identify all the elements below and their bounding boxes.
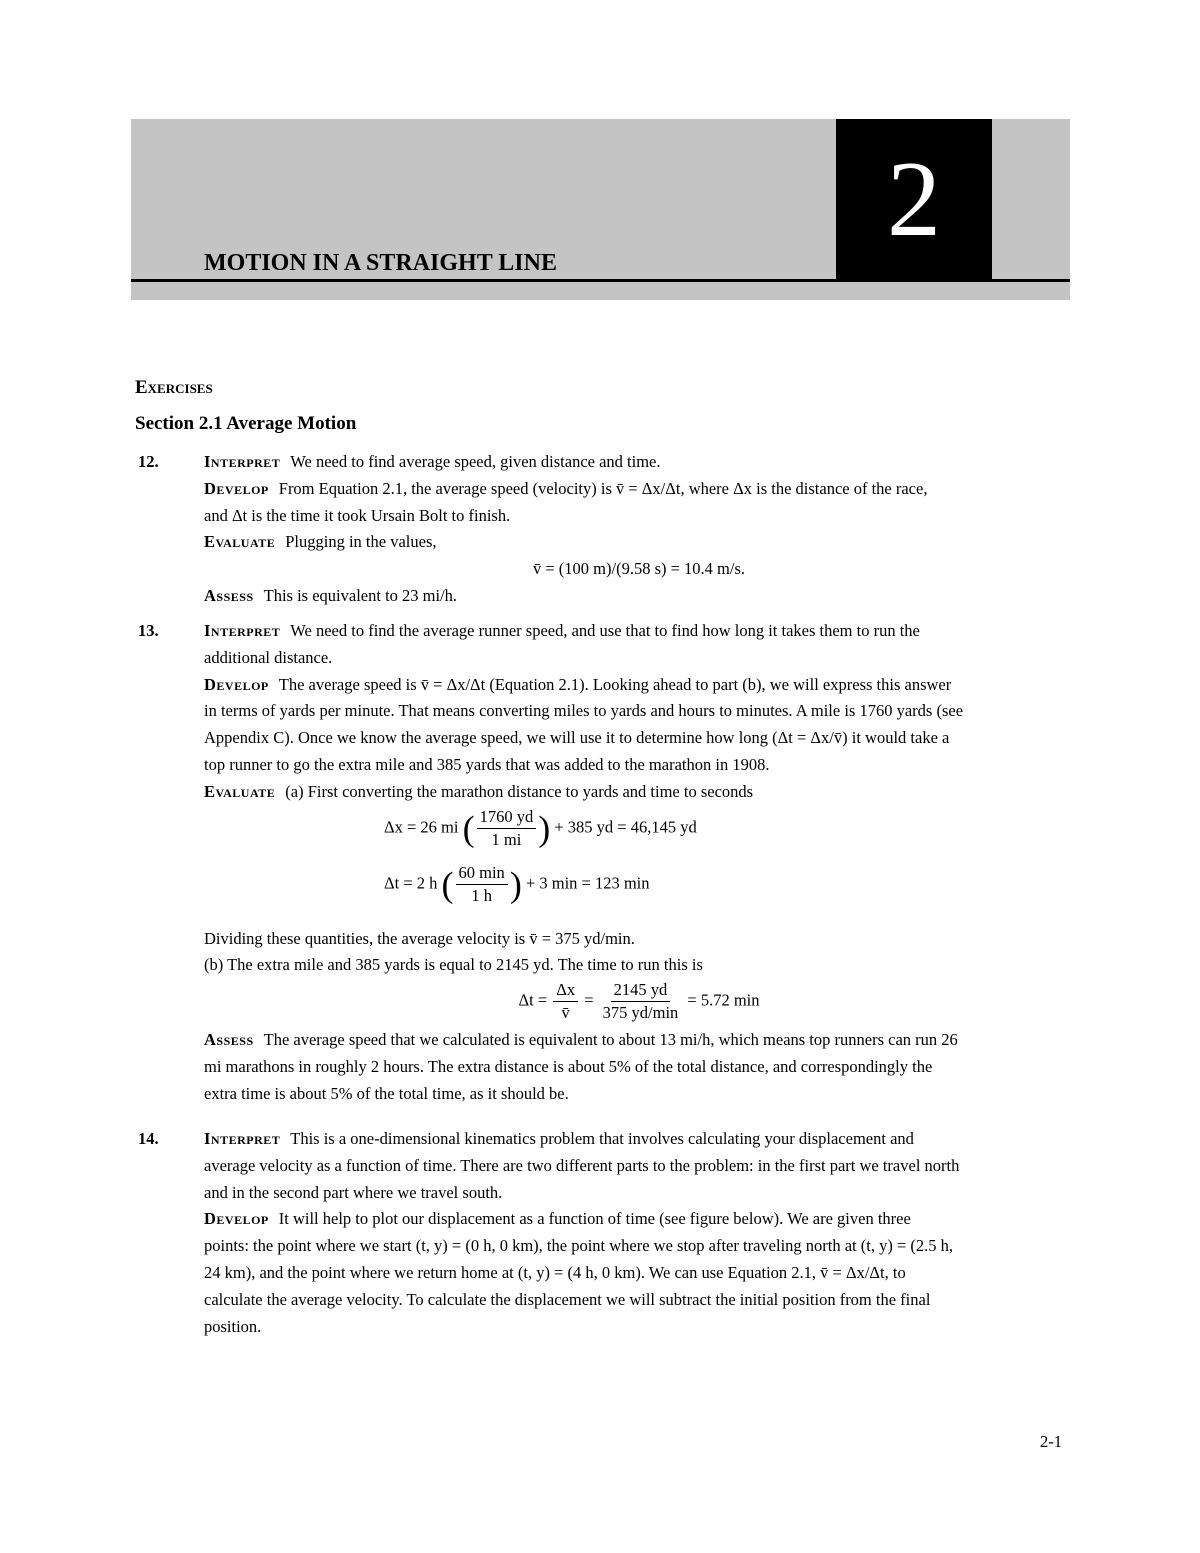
equation-time bbox=[204, 979, 1074, 1027]
develop-label: Develop bbox=[204, 674, 269, 694]
banner-rule bbox=[131, 279, 1070, 282]
fraction bbox=[456, 862, 508, 907]
develop-text: Appendix C). Once we know the average speed, we will use it to determine how long (Δt = Δx/v̄) it would take a bbox=[204, 728, 950, 748]
equation-term: = 5.72 min bbox=[687, 990, 760, 1010]
develop-label: Develop bbox=[204, 1209, 269, 1229]
equation-term: Δt = 2 h bbox=[384, 872, 438, 892]
develop-text: The average speed is v̄ = Δx/Δt (Equation 2.1). Looking ahead to part (b), we will express this answer bbox=[278, 674, 952, 694]
develop-label: Develop bbox=[204, 478, 269, 498]
equation: v̄ = (100 m)/(9.58 s) = 10.4 m/s. bbox=[532, 559, 746, 579]
evaluate-label: Evaluate bbox=[204, 781, 276, 801]
develop-text: in terms of yards per minute. That means converting miles to yards and hours to minutes. A mile is 1760 yards (see bbox=[204, 701, 964, 721]
chapter-number: 2 bbox=[887, 140, 941, 259]
assess-text: This is equivalent to 23 mi/h. bbox=[263, 585, 458, 605]
fraction bbox=[477, 806, 537, 851]
evaluate-text: (a) First converting the marathon distance to yards and time to seconds bbox=[285, 781, 754, 801]
interpret-label: Interpret bbox=[204, 1129, 281, 1148]
exercises-heading: Exercises bbox=[135, 377, 213, 398]
develop-text: It will help to plot our displacement as a function of time (see figure below). We are given three bbox=[278, 1209, 911, 1229]
develop-text: 24 km), and the point where we return home at (t, y) = (4 h, 0 km). We can use Equation 2.1, v̄ = Δx/Δt, to bbox=[204, 1262, 906, 1282]
denominator: 1 mi bbox=[491, 829, 522, 849]
develop-text: From Equation 2.1, the average speed (velocity) is v̄ = Δx/Δt, where Δx is the distance of the race, bbox=[278, 478, 928, 498]
evaluate-label: Evaluate bbox=[204, 532, 276, 552]
right-paren: ) bbox=[538, 808, 551, 849]
problem-12 bbox=[138, 449, 1074, 610]
equation-term: + 385 yd = 46,145 yd bbox=[554, 816, 697, 836]
assess-label: Assess bbox=[204, 585, 254, 605]
develop-text: position. bbox=[204, 1316, 262, 1336]
equation-delta-x bbox=[384, 806, 697, 851]
numerator: 1760 yd bbox=[477, 806, 537, 829]
fraction bbox=[553, 979, 578, 1024]
dividing-text: Dividing these quantities, the average velocity is v̄ = 375 yd/min. bbox=[204, 928, 635, 948]
problem-13 bbox=[138, 618, 1074, 1108]
develop-text: calculate the average velocity. To calculate the displacement we will subtract the initial position from the final bbox=[204, 1289, 931, 1309]
interpret-text: additional distance. bbox=[204, 647, 333, 667]
assess-text: mi marathons in roughly 2 hours. The extra distance is about 5% of the total distance, and correspondingly the bbox=[204, 1056, 933, 1076]
denominator: v̄ bbox=[561, 1003, 570, 1023]
interpret-label: Interpret bbox=[204, 621, 281, 640]
interpret-label: Interpret bbox=[204, 452, 281, 471]
develop-text: and Δt is the time it took Ursain Bolt to finish. bbox=[204, 505, 511, 525]
problem-number: 13. bbox=[138, 621, 159, 640]
numerator: 2145 yd bbox=[611, 979, 671, 1002]
equals-sign: = bbox=[584, 990, 594, 1010]
part-b-text: (b) The extra mile and 385 yards is equal to 2145 yd. The time to run this is bbox=[204, 955, 703, 975]
numerator: 60 min bbox=[456, 862, 508, 885]
left-paren: ( bbox=[462, 808, 475, 849]
left-paren: ( bbox=[441, 864, 454, 905]
section-title: Section 2.1 Average Motion bbox=[135, 413, 357, 434]
interpret-text: average velocity as a function of time. There are two different parts to the problem: in the first part we travel north bbox=[204, 1155, 960, 1175]
develop-text: points: the point where we start (t, y) = (0 h, 0 km), the point where we stop after traveling north at (t, y) = (2.5 h, bbox=[204, 1236, 954, 1256]
denominator: 375 yd/min bbox=[602, 1003, 679, 1023]
interpret-text: We need to find the average runner speed, and use that to find how long it takes them to run the bbox=[290, 621, 920, 640]
right-paren: ) bbox=[509, 864, 522, 905]
equation-term: Δx = 26 mi bbox=[384, 816, 459, 836]
evaluate-text: Plugging in the values, bbox=[285, 532, 437, 552]
page-number: 2-1 bbox=[1040, 1432, 1062, 1451]
equation-term: Δt = bbox=[518, 990, 548, 1010]
problem-14 bbox=[138, 1126, 1074, 1340]
equation-delta-t bbox=[384, 862, 650, 907]
problem-number: 14. bbox=[138, 1129, 159, 1148]
numerator: Δx bbox=[553, 979, 578, 1002]
equation-term: + 3 min = 123 min bbox=[525, 872, 650, 892]
interpret-text: and in the second part where we travel south. bbox=[204, 1182, 503, 1202]
assess-text: The average speed that we calculated is equivalent to about 13 mi/h, which means top runners can run 26 bbox=[263, 1030, 958, 1050]
problem-number: 12. bbox=[138, 452, 159, 471]
interpret-text: This is a one-dimensional kinematics problem that involves calculating your displacement and bbox=[290, 1129, 914, 1148]
denominator: 1 h bbox=[471, 885, 492, 905]
chapter-title: MOTION IN A STRAIGHT LINE bbox=[204, 250, 557, 276]
fraction bbox=[600, 979, 682, 1024]
interpret-text: We need to find average speed, given distance and time. bbox=[290, 452, 661, 471]
assess-label: Assess bbox=[204, 1030, 254, 1050]
develop-text: top runner to go the extra mile and 385 yards that was added to the marathon in 1908. bbox=[204, 754, 770, 774]
assess-text: extra time is about 5% of the total time, as it should be. bbox=[204, 1083, 569, 1103]
equation-block bbox=[204, 806, 1074, 926]
